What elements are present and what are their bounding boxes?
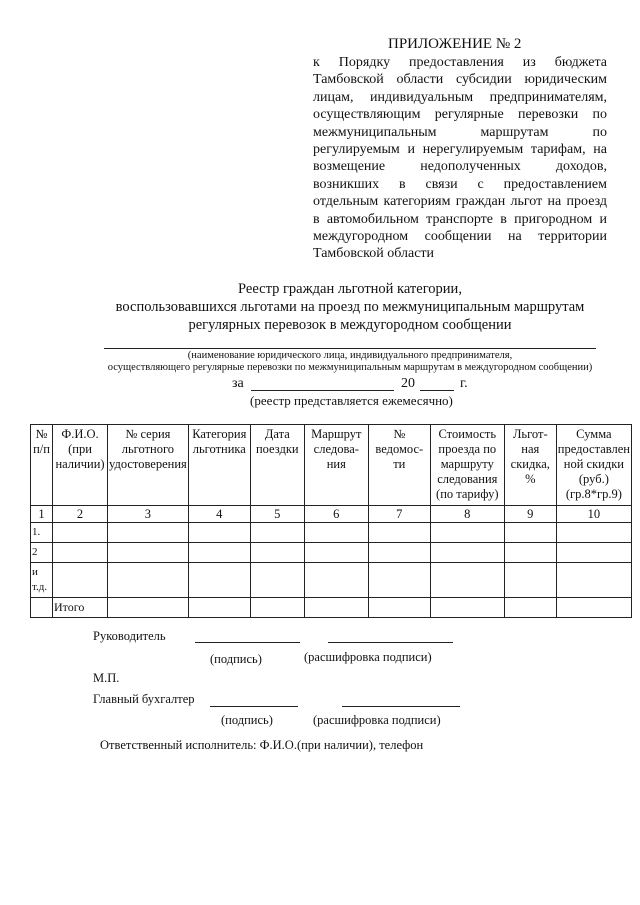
column-number: 10 <box>556 506 631 523</box>
row-label: и т.д. <box>31 563 53 598</box>
register-title-line-1: Реестр граждан льготной категории, <box>238 281 462 297</box>
header-certificate: № серия льготного удостоверения <box>108 425 189 506</box>
period-note: (реестр представляется ежемесячно) <box>250 393 453 408</box>
period-year-line <box>420 390 454 391</box>
column-number: 7 <box>368 506 430 523</box>
head-decoding-line <box>328 642 453 643</box>
register-title-line-3: регулярных перевозок в междугородном сообщении <box>188 317 512 333</box>
header-fio: Ф.И.О. (при наличии) <box>53 425 108 506</box>
accountant-signature-line <box>210 706 298 707</box>
organization-name-line <box>104 348 596 349</box>
period-month-line <box>251 390 394 391</box>
column-number: 8 <box>430 506 504 523</box>
header-fare: Стоимость проезда по маршруту следования (по тарифу) <box>430 425 504 506</box>
appendix-title: ПРИЛОЖЕНИЕ № 2 <box>388 36 522 52</box>
head-signature-line <box>195 642 300 643</box>
register-table <box>30 424 632 618</box>
header-statement: № ведомос-ти <box>368 425 430 506</box>
organization-hint-2: осуществляющего регулярные перевозки по межмуниципальным маршрутам в междугородном сообщении) <box>107 362 593 373</box>
column-number: 1 <box>31 506 53 523</box>
total-label: Итого <box>53 598 108 618</box>
register-title-line-2: воспользовавшихся льготами на проезд по межмуниципальным маршрутам <box>115 299 585 315</box>
total-row <box>31 598 632 618</box>
period-prefix: за <box>232 376 244 391</box>
header-discount-percent: Льгот-ная скидка, % <box>504 425 556 506</box>
executor-line: Ответственный исполнитель: Ф.И.О.(при наличии), телефон <box>100 738 424 752</box>
period-year-prefix: 20 <box>401 376 415 391</box>
column-number: 3 <box>108 506 189 523</box>
header-row <box>31 425 632 506</box>
header-index: № п/п <box>31 425 53 506</box>
column-number: 9 <box>504 506 556 523</box>
header-category: Категория льготника <box>188 425 250 506</box>
header-discount-sum: Сумма предоставлен ной скидки (руб.) (гр.8*гр.9) <box>556 425 631 506</box>
row-label: 2 <box>31 543 53 563</box>
table-row <box>31 523 632 543</box>
header-trip-date: Дата поездки <box>250 425 304 506</box>
head-signature-hint: (подпись) <box>210 652 262 666</box>
column-number: 4 <box>188 506 250 523</box>
head-label: Руководитель <box>93 629 166 643</box>
column-number: 2 <box>53 506 108 523</box>
column-number: 5 <box>250 506 304 523</box>
organization-hint-1: (наименование юридического лица, индивидуального предпринимателя, <box>187 350 513 361</box>
appendix-text: к Порядку предоставления из бюджета Тамбовской области субсидии юридическим лицам, индивидуальным предпринимателям, осуществляющим регулярные перевозки по межмуниципальным маршрутам по регулируемым и нерегулируемым тарифам, на возмещение недополученных доходов, возникших в связи с предоставлением отдельным категориям граждан льгот на проезд в автомобильном транспорте в пригородном и междугородном сообщении на территории Тамбовской области <box>313 55 607 262</box>
column-number: 6 <box>304 506 368 523</box>
head-decoding-hint: (расшифровка подписи) <box>304 650 432 664</box>
column-number-row <box>31 506 632 523</box>
accountant-label: Главный бухгалтер <box>93 692 195 706</box>
table-row <box>31 563 632 598</box>
row-label: 1. <box>31 523 53 543</box>
table-row <box>31 543 632 563</box>
accountant-signature-hint: (подпись) <box>221 713 273 727</box>
header-route: Маршрут следова-ния <box>304 425 368 506</box>
period-year-suffix: г. <box>460 376 468 391</box>
seal-label: М.П. <box>93 671 120 685</box>
accountant-decoding-hint: (расшифровка подписи) <box>313 713 441 727</box>
accountant-decoding-line <box>342 706 460 707</box>
